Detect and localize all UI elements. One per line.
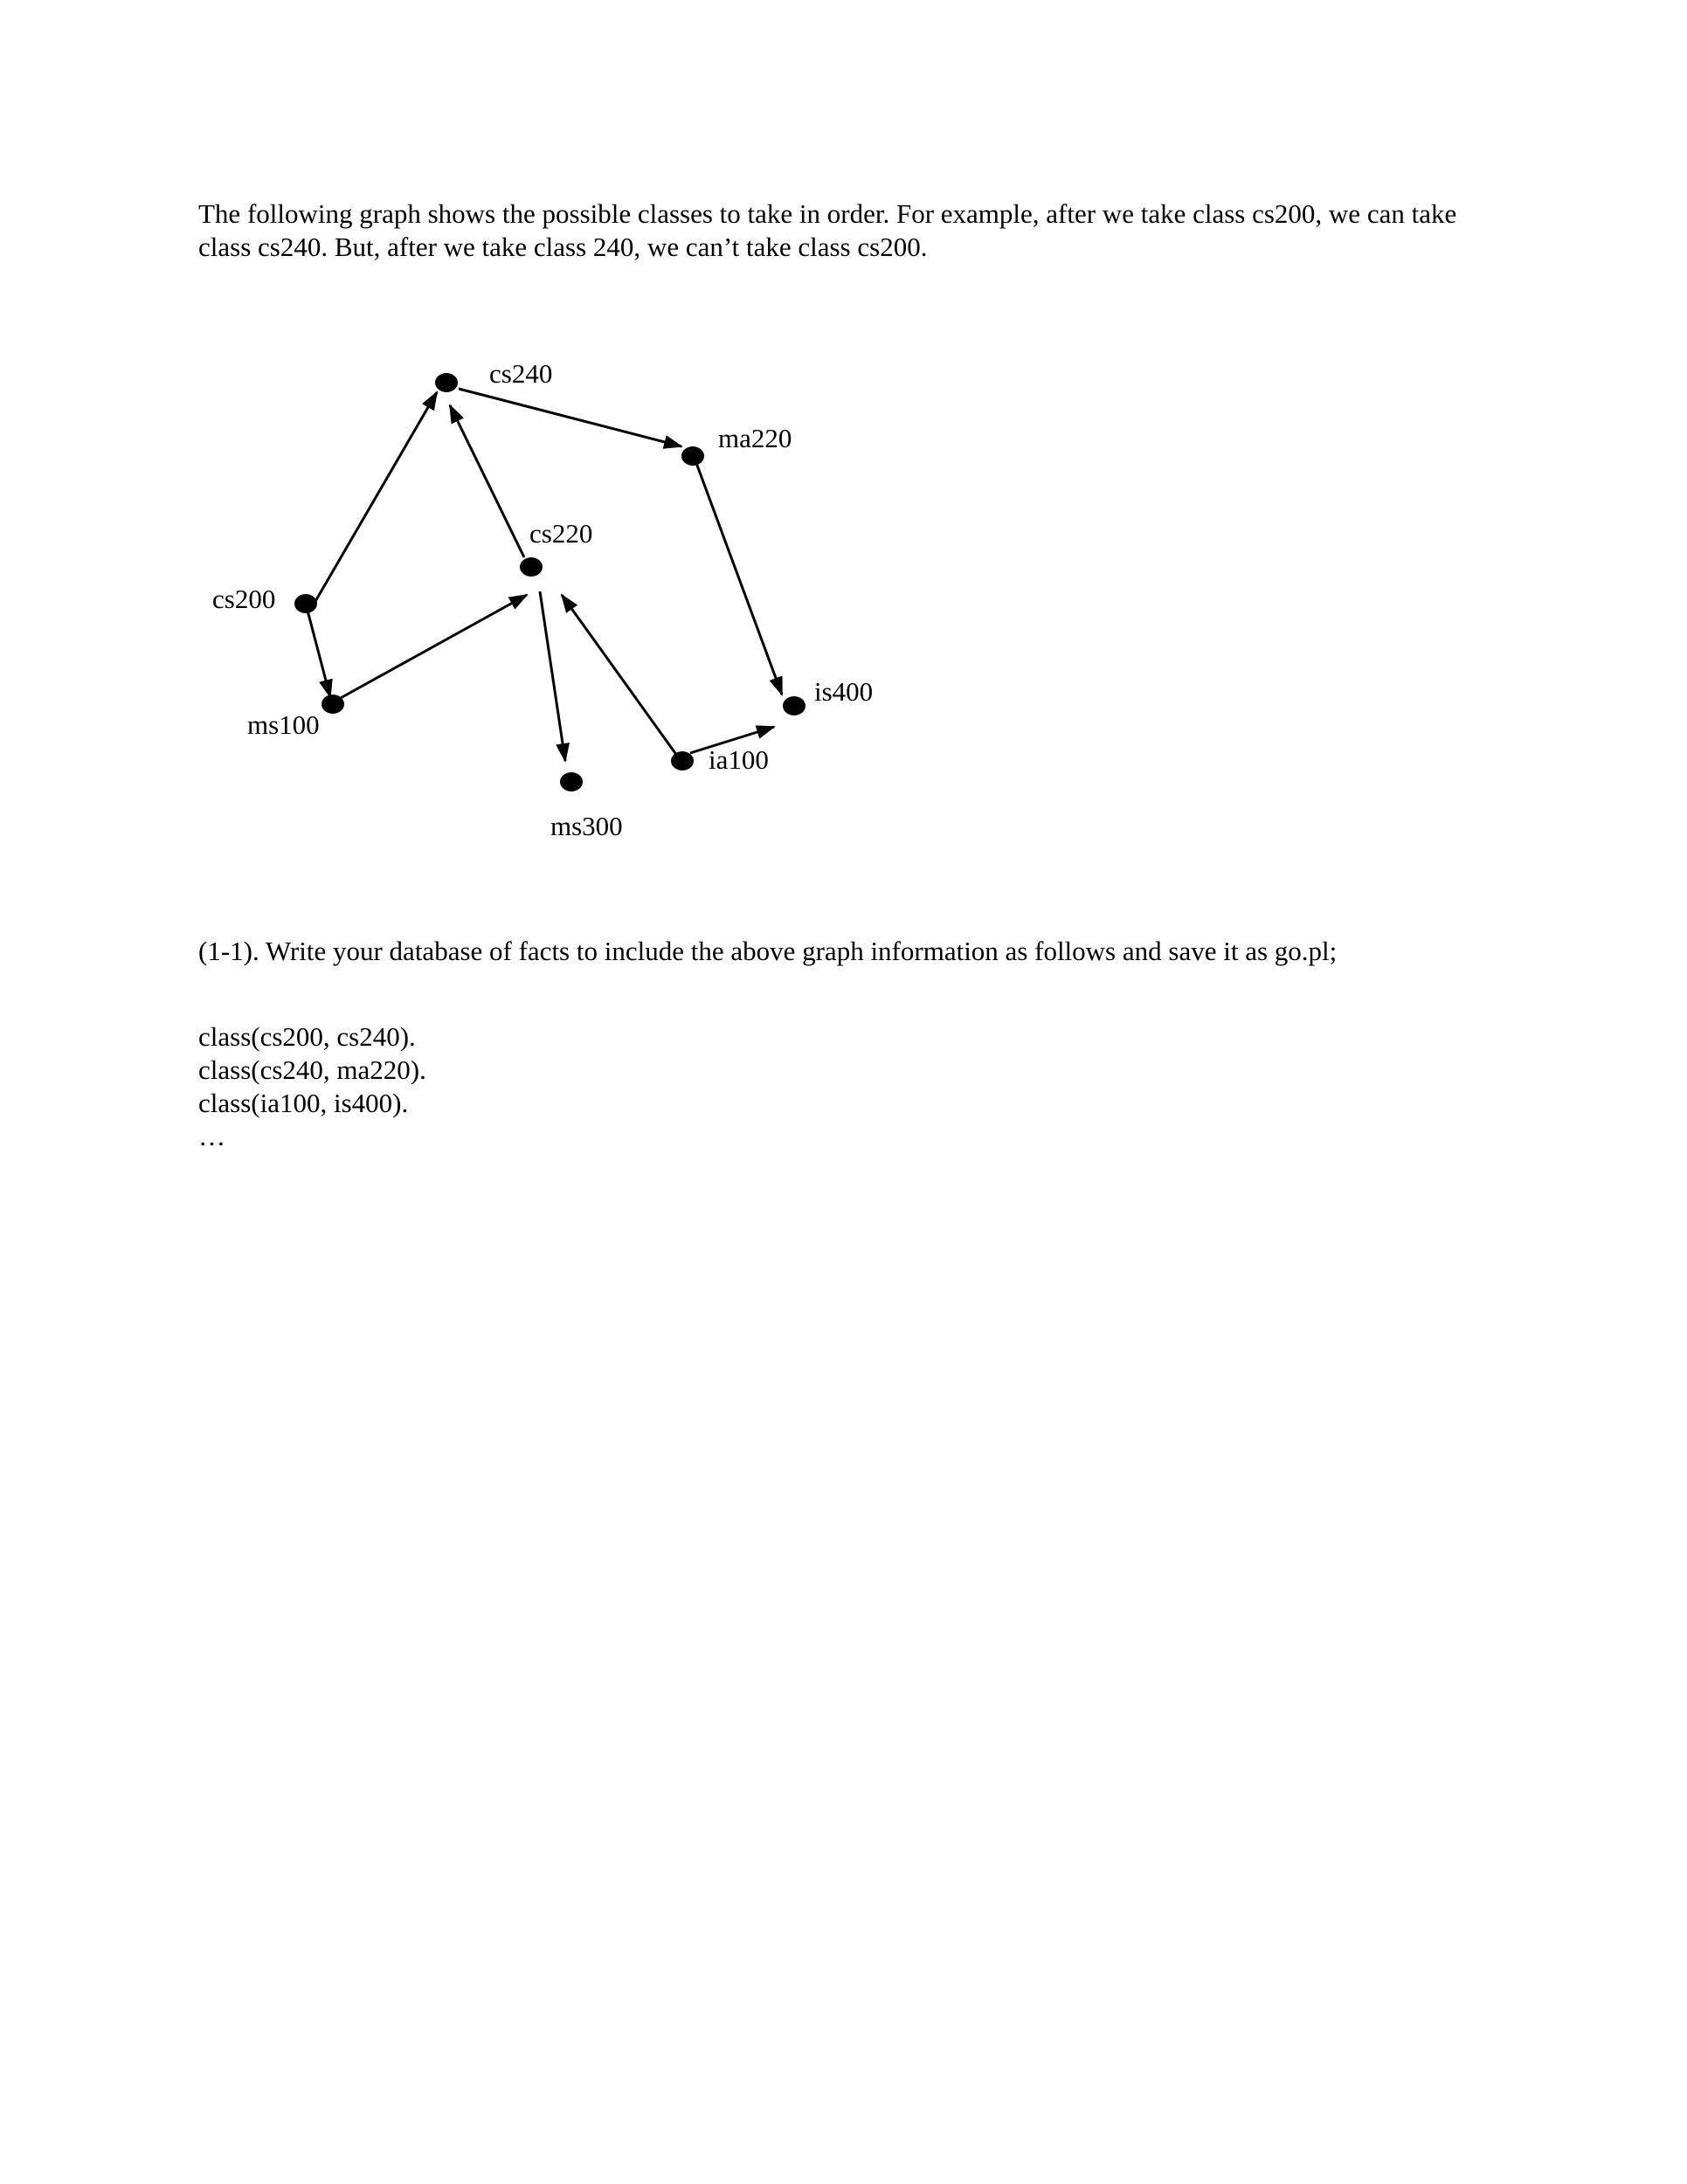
label-cs220: cs220 (529, 518, 593, 549)
label-ma220: ma220 (718, 423, 792, 453)
edge-cs200-ms100 (307, 607, 330, 697)
label-cs200: cs200 (212, 584, 276, 614)
fact-line-1: class(cs200, cs240). (198, 1021, 416, 1052)
node-cs220 (520, 557, 543, 577)
fact-line-2: class(cs240, ma220). (198, 1054, 426, 1085)
edge-ia100-cs220 (562, 595, 677, 756)
edge-cs220-ms300 (540, 591, 565, 761)
intro-line-1: The following graph shows the possible classes to take in order. For example, after we take class cs200, we can take (198, 198, 1457, 229)
label-ms300: ms300 (550, 811, 623, 841)
node-is400 (783, 696, 805, 715)
node-cs200 (294, 594, 317, 613)
class-order-graph (0, 0, 1687, 874)
edge-cs240-ma220 (459, 389, 681, 446)
edge-cs200-cs240 (315, 392, 437, 603)
label-cs240: cs240 (489, 358, 553, 389)
intro-line-2: class cs240. But, after we take class 240, we can’t take class cs200. (198, 232, 928, 262)
label-ms100: ms100 (247, 709, 320, 740)
edge-ms100-cs220 (339, 595, 527, 699)
fact-line-3: class(ia100, is400). (198, 1088, 409, 1118)
node-ms300 (560, 772, 583, 791)
question-paragraph: (1-1). Write your database of facts to include the above graph information as follows and save it as go.pl; (198, 936, 1338, 966)
node-ma220 (681, 446, 704, 466)
node-cs240 (435, 373, 458, 392)
node-ms100 (321, 695, 344, 714)
edge-cs220-cs240 (450, 405, 524, 557)
label-ia100: ia100 (709, 744, 769, 775)
facts-code-block (198, 1020, 1509, 1153)
label-is400: is400 (814, 676, 874, 707)
fact-ellipsis: … (198, 1121, 225, 1151)
edge-ma220-is400 (696, 463, 782, 695)
node-ia100 (671, 751, 694, 771)
